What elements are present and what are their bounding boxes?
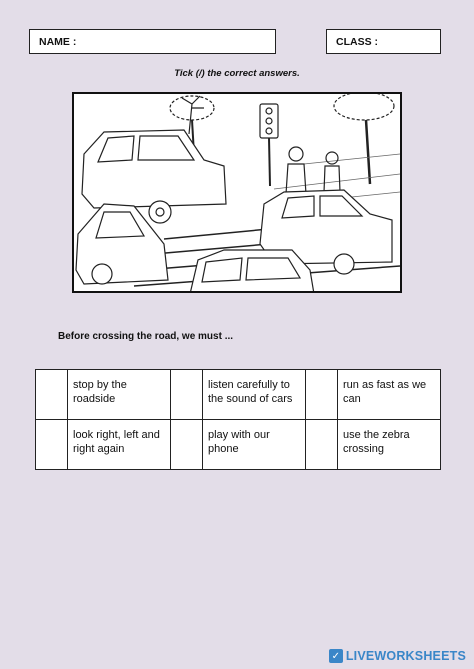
tick-box-3[interactable]: [306, 370, 338, 420]
road-crossing-illustration: [72, 92, 402, 293]
answer-option-6: use the zebra crossing: [338, 420, 441, 470]
class-field[interactable]: [326, 29, 441, 54]
answer-option-5: play with our phone: [203, 420, 306, 470]
class-label: CLASS :: [336, 36, 378, 48]
answer-option-1: stop by the roadside: [68, 370, 171, 420]
road-crossing-scene-icon: [74, 94, 400, 291]
tick-box-6[interactable]: [306, 420, 338, 470]
tick-box-5[interactable]: [171, 420, 203, 470]
name-field[interactable]: [29, 29, 276, 54]
brand-name: LIVEWORKSHEETS: [345, 649, 466, 663]
answer-option-4: look right, left and right again: [68, 420, 171, 470]
answers-table: [35, 369, 441, 470]
tick-box-1[interactable]: [36, 370, 68, 420]
answer-option-2: listen carefully to the sound of cars: [203, 370, 306, 420]
table-row: [36, 420, 441, 470]
instruction-text: Tick (/) the correct answers.: [174, 68, 300, 79]
question-text: Before crossing the road, we must ...: [58, 331, 234, 342]
tick-box-4[interactable]: [36, 420, 68, 470]
liveworksheets-logo-icon: ✓: [329, 649, 343, 663]
answer-option-3: run as fast as we can: [338, 370, 441, 420]
name-label: NAME :: [39, 36, 77, 48]
liveworksheets-logo: [329, 646, 466, 666]
table-row: [36, 370, 441, 420]
tick-box-2[interactable]: [171, 370, 203, 420]
